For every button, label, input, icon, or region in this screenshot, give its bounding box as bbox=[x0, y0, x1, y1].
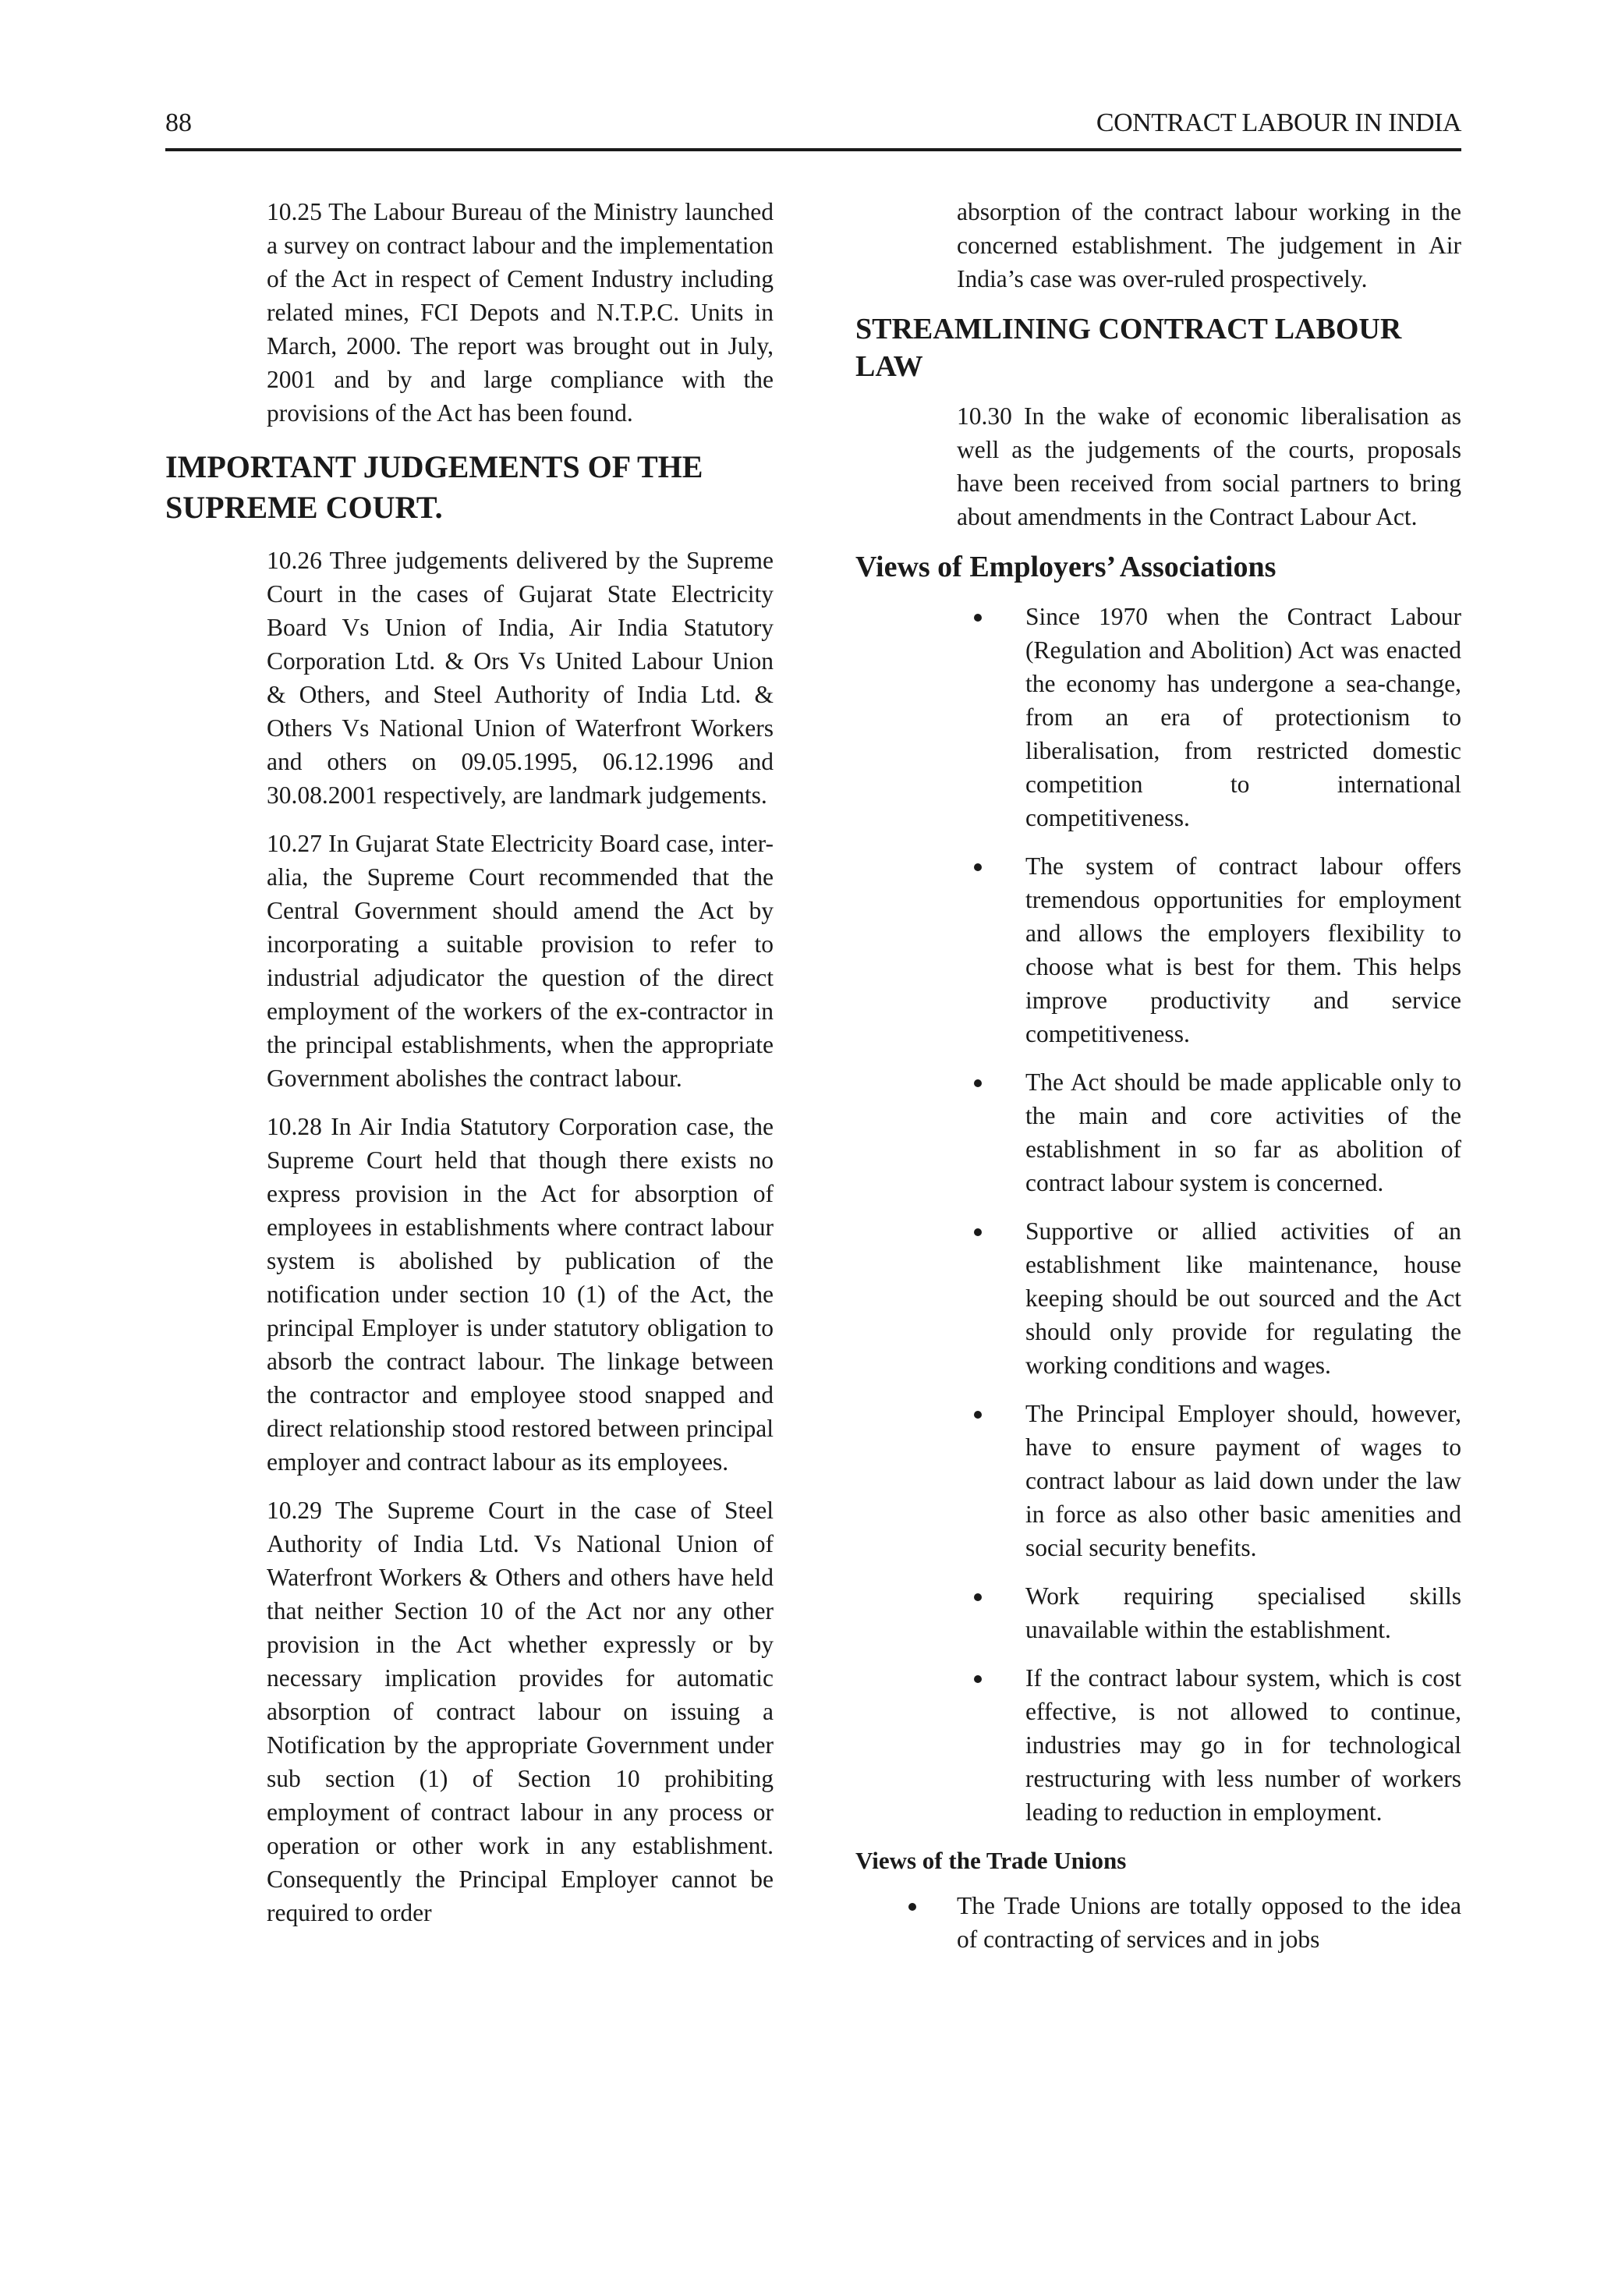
paragraph-10-30: 10.30 In the wake of economic liberalisation as well as the judgements of the courts, proposals have been received from social partners to bring about amendments in the Contract Labour Act. bbox=[957, 402, 1461, 530]
list-item bbox=[855, 1579, 1461, 1646]
running-title: CONTRACT LABOUR IN INDIA bbox=[1096, 108, 1461, 137]
list-item-text: Supportive or allied activities of an establishment like maintenance, house keeping should be out sourced and the Act should only provide for regulating the working conditions and wages. bbox=[1025, 1217, 1461, 1379]
list-item-text: The Principal Employer should, however, have to ensure payment of wages to contract labour as laid down under the law in force as also other basic amenities and social security benefits. bbox=[1025, 1400, 1461, 1561]
list-item-text: Since 1970 when the Contract Labour (Regulation and Abolition) Act was enacted the economy has undergone a sea-change, from an era of protectionism to liberalisation, from restricted domestic competition to international competitiveness. bbox=[1025, 603, 1461, 831]
paragraph-10-26: 10.26 Three judgements delivered by the Supreme Court in the cases of Gujarat State Electricity Board Vs Union of India, Air India Statutory Corporation Ltd. & Ors Vs United Labour Union & Others, and Steel Authority of India Ltd. & Others Vs National Union of Waterfront Workers and others on 09.05.1995, 06.12.1996 and 30.08.2001 respectively, are landmark judgements. bbox=[267, 547, 774, 809]
bullet-icon bbox=[974, 1411, 982, 1419]
heading-employers-views: Views of Employers’ Associations bbox=[855, 551, 1277, 583]
list-item-text: The system of contract labour offers tremendous opportunities for employment and allows the employers flexibility to choose what is best for them. This helps improve productivity and service competitiveness. bbox=[1025, 852, 1461, 1047]
list-item bbox=[855, 600, 1461, 834]
list-item bbox=[855, 849, 1461, 1051]
paragraph-continued: absorption of the contract labour working in the concerned establishment. The judgement in Air India’s case was over-ruled prospectively. bbox=[957, 198, 1461, 292]
list-item bbox=[855, 1065, 1461, 1199]
header-rule bbox=[165, 148, 1461, 151]
list-item-text: Work requiring specialised skills unavailable within the establishment. bbox=[1025, 1582, 1461, 1643]
bullet-icon bbox=[974, 863, 982, 871]
list-item bbox=[855, 1661, 1461, 1829]
list-item bbox=[855, 1397, 1461, 1564]
right-column bbox=[855, 195, 1461, 1971]
bullet-icon bbox=[974, 1228, 982, 1236]
bullet-icon bbox=[974, 1079, 982, 1087]
heading-important-judgements: IMPORTANT JUDGEMENTS OF THE SUPREME COURT. bbox=[165, 449, 703, 525]
bullet-icon bbox=[974, 1675, 982, 1683]
employer-points-list bbox=[855, 600, 1461, 1829]
heading-trade-unions-views: Views of the Trade Unions bbox=[855, 1847, 1127, 1874]
page-header bbox=[165, 106, 1461, 147]
bullet-icon bbox=[974, 614, 982, 622]
bullet-icon bbox=[974, 1593, 982, 1601]
list-item-text: The Act should be made applicable only to the main and core activities of the establishment in so far as abolition of contract labour system is concerned. bbox=[1025, 1068, 1461, 1196]
union-points-list bbox=[855, 1889, 1461, 1956]
paragraph-10-29: 10.29 The Supreme Court in the case of Steel Authority of India Ltd. Vs National Union of Waterfront Workers & Others and others have held that neither Section 10 of the Act nor any other provision in the Act whether expressly or by necessary implication provides for automatic absorption of contract labour on issuing a Notification by the appropriate Government under sub section (1) of Section 10 prohibiting employment of contract labour in any process or operation or other work in any establishment. Consequently the Principal Employer cannot be required to order bbox=[267, 1497, 774, 1926]
list-item-text: The Trade Unions are totally opposed to the idea of contracting of services and in jobs bbox=[957, 1892, 1461, 1953]
page-number: 88 bbox=[165, 108, 192, 137]
left-column bbox=[165, 195, 774, 1944]
heading-streamlining: STREAMLINING CONTRACT LABOUR LAW bbox=[855, 313, 1402, 383]
list-item bbox=[855, 1889, 1461, 1956]
paragraph-10-27: 10.27 In Gujarat State Electricity Board case, inter-alia, the Supreme Court recommended that the Central Government should amend the Act by incorporating a suitable provision to refer to industrial adjudicator the question of the direct employment of the workers of the ex-contractor in the principal establishments, when the appropriate Government abolishes the contract labour. bbox=[267, 830, 774, 1092]
list-item bbox=[855, 1214, 1461, 1382]
paragraph-10-25: 10.25 The Labour Bureau of the Ministry launched a survey on contract labour and the implementation of the Act in respect of Cement Industry including related mines, FCI Depots and N.T.P.C. Units in March, 2000. The report was brought out in July, 2001 and by and large compliance with the provisions of the Act has been found. bbox=[267, 198, 774, 427]
list-item-text: If the contract labour system, which is cost effective, is not allowed to continue, industries may go in for technological restructuring with less number of workers leading to reduction in employment. bbox=[1025, 1664, 1461, 1826]
bullet-icon bbox=[908, 1903, 916, 1911]
paragraph-10-28: 10.28 In Air India Statutory Corporation case, the Supreme Court held that though there exists no express provision in the Act for absorption of employees in establishments where contract labour system is abolished by publication of the notification under section 10 (1) of the Act, the principal Employer is under statutory obligation to absorb the contract labour. The linkage between the contractor and employee stood snapped and direct relationship stood restored between principal employer and contract labour as its employees. bbox=[267, 1113, 774, 1476]
